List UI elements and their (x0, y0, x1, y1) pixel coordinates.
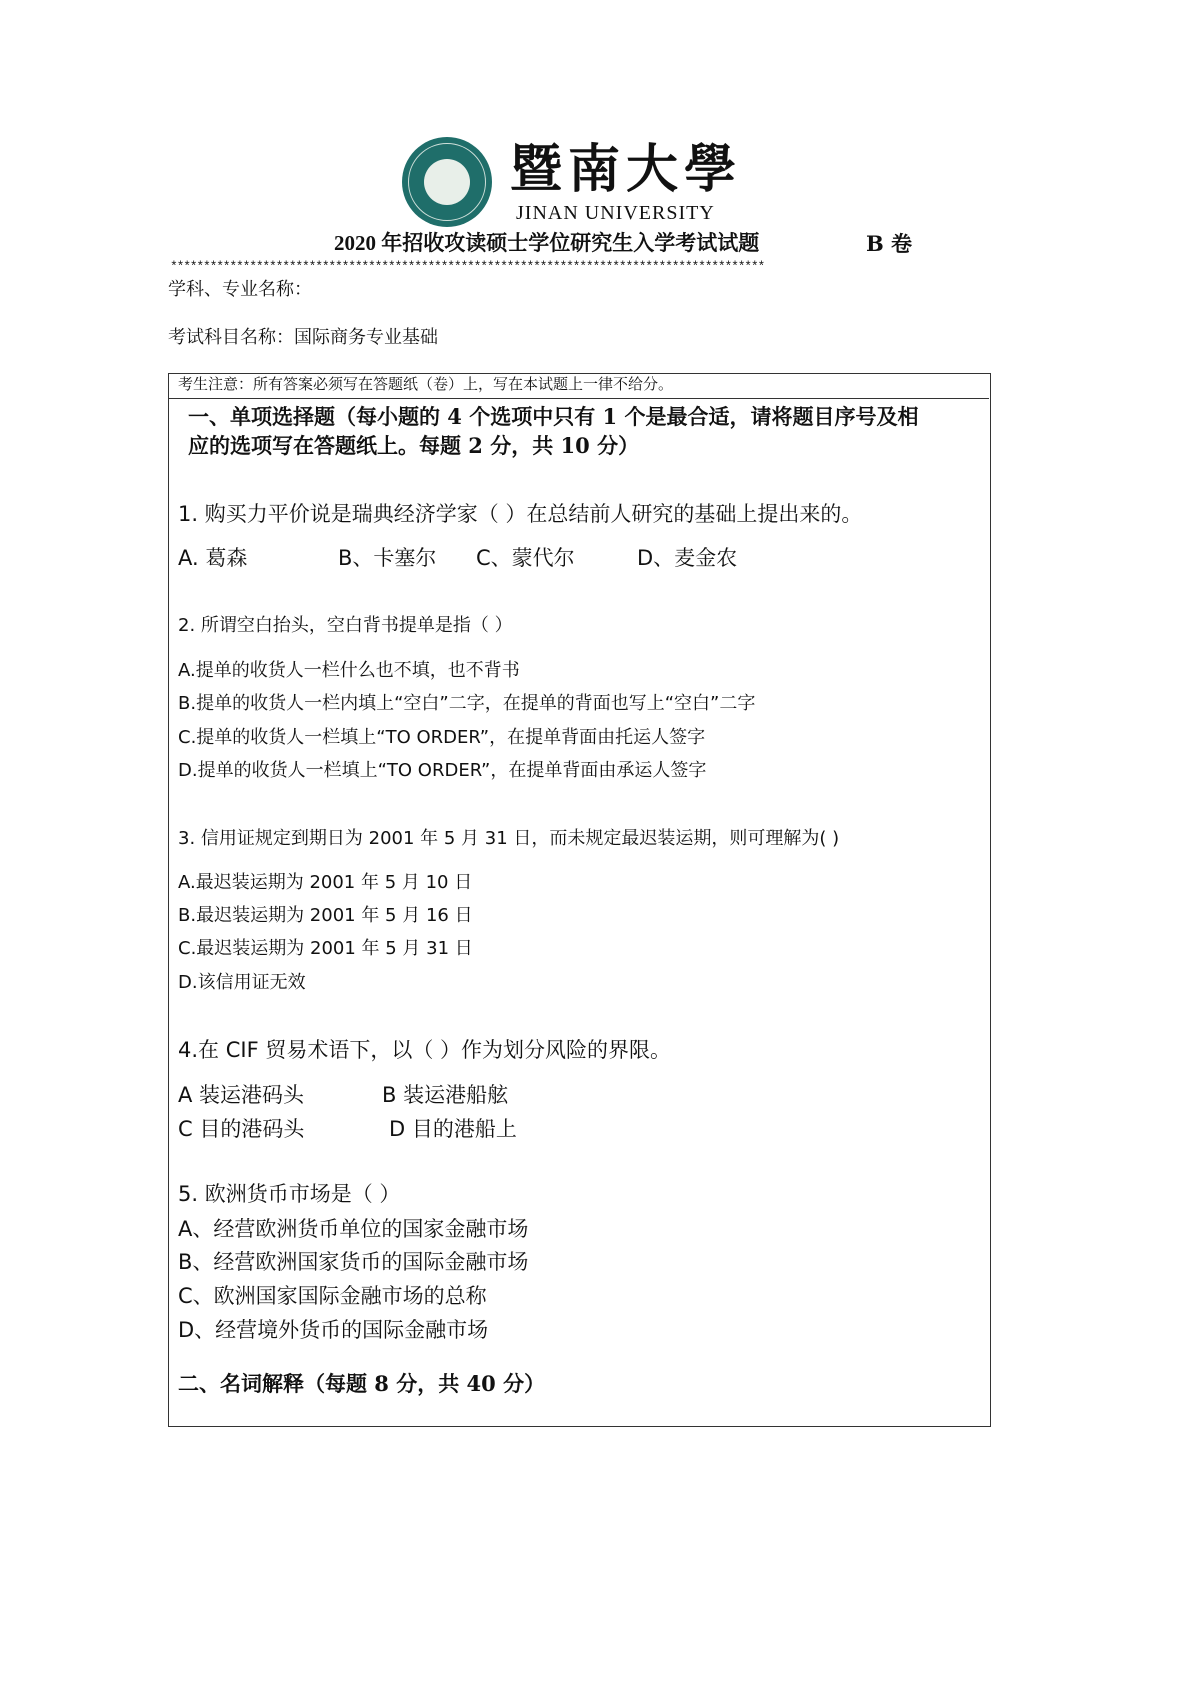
paper-label: B 卷 (866, 231, 913, 256)
notice-text: 考生注意：所有答案必须写在答题纸（卷）上，写在本试题上一律不给分。 (178, 375, 674, 393)
section2-title: 二、名词解释（每题 8 分，共 40 分） (178, 1371, 546, 1396)
q1-option-c: C、蒙代尔 (476, 546, 575, 570)
question-3: 3. 信用证规定到期日为 2001 年 5 月 31 日，而未规定最迟装运期，则可理解为( ) (178, 828, 840, 849)
q3-option-b: B.最迟装运期为 2001 年 5 月 16 日 (178, 905, 473, 926)
subject-field: 考试科目名称：国际商务专业基础 (168, 327, 438, 348)
university-seal-logo (402, 137, 492, 227)
exam-title: 2020 年招收攻读硕士学位研究生入学考试试题 (334, 231, 760, 255)
q3-option-d: D.该信用证无效 (178, 972, 306, 993)
q1-option-a: A. 葛森 (178, 546, 248, 570)
q4-option-a: A 装运港码头 (178, 1083, 305, 1107)
q5-option-c: C、欧洲国家国际金融市场的总称 (178, 1284, 487, 1308)
question-5: 5. 欧洲货币市场是（ ） (178, 1182, 401, 1206)
q2-option-b: B.提单的收货人一栏内填上“空白”二字，在提单的背面也写上“空白”二字 (178, 693, 756, 714)
q5-option-a: A、经营欧洲货币单位的国家金融市场 (178, 1217, 529, 1241)
q5-option-b: B、经营欧洲国家货币的国际金融市场 (178, 1250, 529, 1274)
question-1: 1. 购买力平价说是瑞典经济学家（ ）在总结前人研究的基础上提出来的。 (178, 502, 863, 526)
question-4: 4.在 CIF 贸易术语下，以（ ）作为划分风险的界限。 (178, 1038, 671, 1062)
q3-option-a: A.最迟装运期为 2001 年 5 月 10 日 (178, 872, 473, 893)
q4-option-d: D 目的港船上 (389, 1117, 517, 1141)
section1-title-line2: 应的选项写在答题纸上。每题 2 分，共 10 分） (188, 433, 640, 458)
q2-option-c: C.提单的收货人一栏填上“TO ORDER”，在提单背面由托运人签字 (178, 727, 706, 748)
logo-title-cn: 暨南大學 (510, 139, 743, 200)
q2-option-d: D.提单的收货人一栏填上“TO ORDER”，在提单背面由承运人签字 (178, 760, 707, 781)
q3-option-c: C.最迟装运期为 2001 年 5 月 31 日 (178, 938, 473, 959)
q5-option-d: D、经营境外货币的国际金融市场 (178, 1318, 489, 1342)
major-field: 学科、专业名称： (168, 279, 312, 300)
q2-option-a: A.提单的收货人一栏什么也不填，也不背书 (178, 660, 520, 681)
star-divider: ****************************************************************************************** (170, 259, 765, 274)
q1-option-b: B、卡塞尔 (338, 546, 437, 570)
section1-title-line1: 一、单项选择题（每小题的 4 个选项中只有 1 个是最合适，请将题目序号及相 (188, 404, 919, 429)
q4-option-b: B 装运港船舷 (382, 1083, 509, 1107)
logo-title-en: JINAN UNIVERSITY (516, 202, 715, 224)
q4-option-c: C 目的港码头 (178, 1117, 305, 1141)
question-2: 2. 所谓空白抬头，空白背书提单是指（ ） (178, 615, 513, 636)
q1-option-d: D、麦金农 (637, 546, 738, 570)
